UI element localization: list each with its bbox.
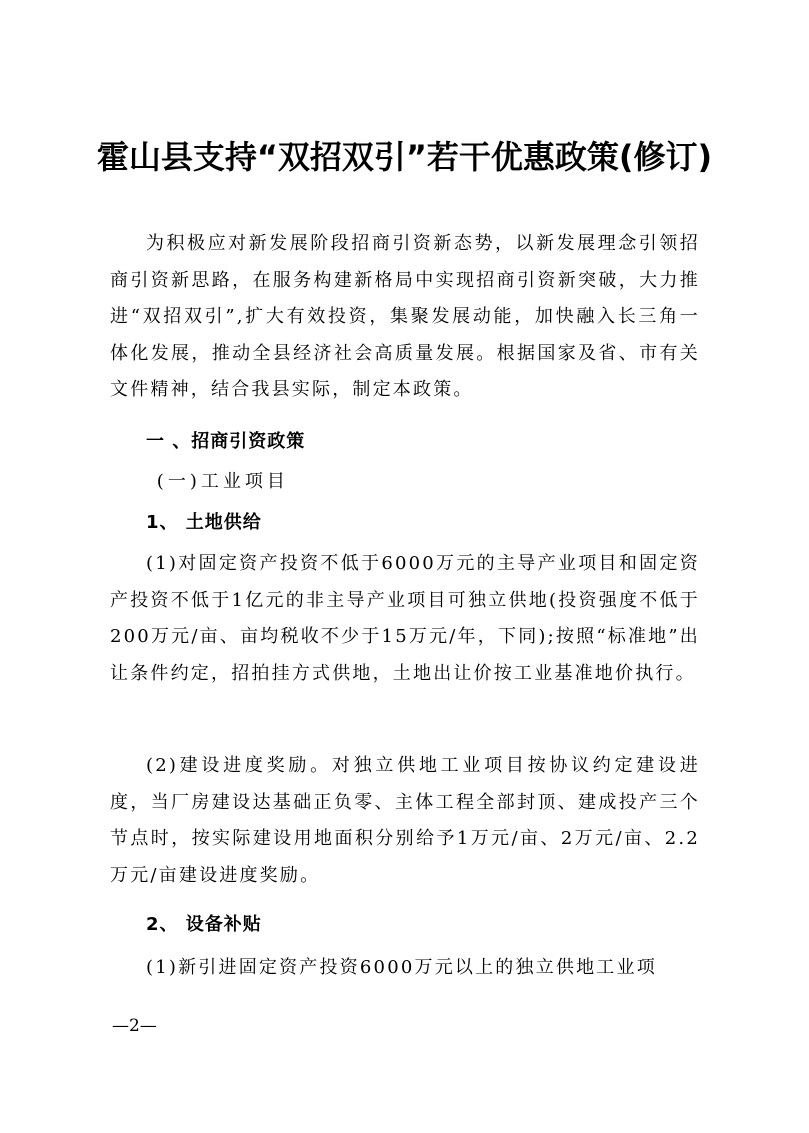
land-supply-paragraph-1: (1)对固定资产投资不低于6000万元的主导产业项目和固定资产投资不低于1亿元的非主导产业项目可独立供地(投资强度不低于200万元/亩、亩均税收不少于15万元/年，下同);按照“标准地”出让条件约定，招拍挂方式供地，土地出让价按工业基准地价执行。 [110,553,700,684]
document-title: 霍山县支持“双招双引”若干优惠政策(修订) [96,138,713,176]
item-heading-land-supply: 1、 土地供给 [146,512,262,533]
page-number: —2— [112,1016,157,1036]
equipment-subsidy-paragraph-1: (1)新引进固定资产投资6000万元以上的独立供地工业项 [146,957,657,978]
intro-paragraph: 为积极应对新发展阶段招商引资新态势，以新发展理念引领招商引资新思路，在服务构建新格局中实现招商引资新突破，大力推进“双招双引”,扩大有效投资，集聚发展动能，加快融入长三角一体化发展，推动全县经济社会高质量发展。根据国家及省、市有关文件精神，结合我县实际，制定本政策。 [110,233,700,400]
item-heading-equipment-subsidy: 2、 设备补贴 [146,914,262,935]
section-heading-investment-policy: 一 、招商引资政策 [146,431,306,452]
land-supply-paragraph-2: (2)建设进度奖励。对独立供地工业项目按协议约定建设进度，当厂房建设达基础正负零、主体工程全部封顶、建成投产三个节点时，按实际建设用地面积分别给予1万元/亩、2万元/亩、2.2万元/亩建设进度奖励。 [110,755,700,886]
subsection-heading-industrial-projects: (一)工业项目 [156,471,289,492]
